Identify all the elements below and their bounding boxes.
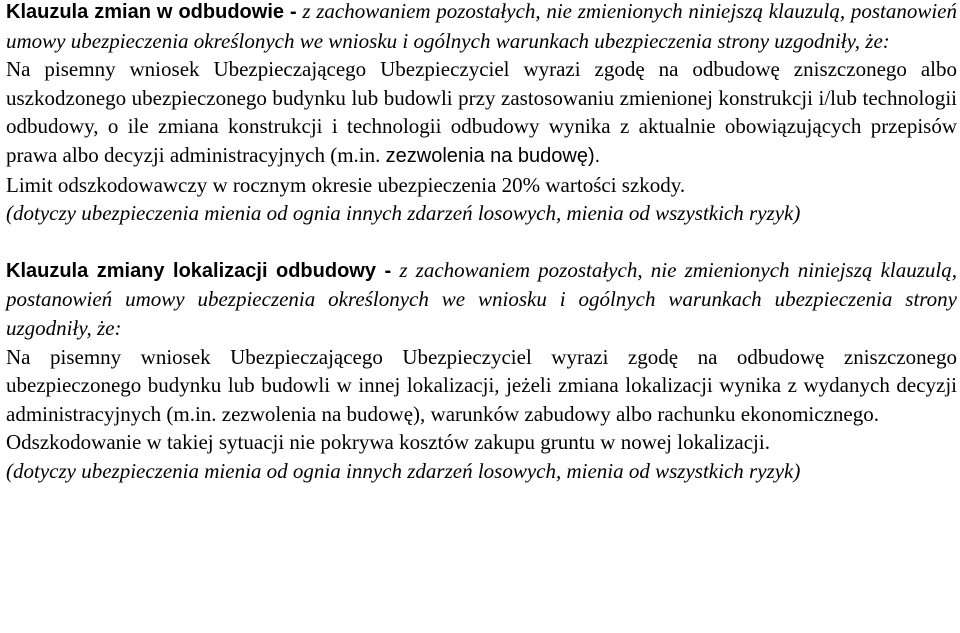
clause2-title: Klauzula zmiany lokalizacji odbudowy - [6, 259, 392, 282]
clause2-body: Na pisemny wniosek Ubezpieczającego Ubezpieczyciel wyrazi zgodę na odbudowę zniszczonego ubezpieczonego budynku lub budowli w innej lokalizacji, jeżeli zmiana lokalizacji wynika z wydanych decyzji administracyjnych (m.in. zezwolenia na budowę), warunków zabudowy albo rachunku ekonomicznego. [6, 344, 957, 426]
clause1-body-text: Na pisemny wniosek Ubezpieczającego Ubezpieczyciel wyrazi zgodę na odbudowę zniszczonego albo uszkodzonego ubezpieczonego budynku lub budowli przy zastosowaniu zmienionej konstrukcji i/lub technologii odbudowy, o ile zmiana konstrukcji i technologii odbudowy wynika z aktualnie obowiązujących przepisów prawa albo decyzji administracyjnych (m.in. [6, 57, 957, 167]
clause1-scope: (dotyczy ubezpieczenia mienia od ognia innych zdarzeń losowych, mienia od wszystkich ryzyk) [6, 201, 801, 226]
clause1-body [6, 55, 957, 170]
clause1-intro: z zachowaniem pozostałych, nie zmienionych niniejszą klauzulą, postanowień umowy ubezpieczenia określonych we wniosku i ogólnych warunkach ubezpieczenia strony uzgodniły, że: [6, 0, 957, 53]
clause2-intro: z zachowaniem pozostałych, nie zmienionych niniejszą klauzulą, postanowień umowy ubezpieczenia określonych we wniosku i ogólnych warunkach ubezpieczenia strony uzgodniły, że: [6, 257, 957, 340]
clause1-heading-paragraph [6, 0, 957, 55]
clause1-limit: Limit odszkodowawczy w rocznym okresie ubezpieczenia 20% wartości szkody. [6, 172, 686, 197]
clause2-heading-paragraph [6, 256, 957, 343]
clause2-exclusion: Odszkodowanie w takiej sytuacji nie pokrywa kosztów zakupu gruntu w nowej lokalizacji. [6, 430, 770, 455]
clause1-title: Klauzula zmian w odbudowie - [6, 1, 297, 23]
clause2-scope: (dotyczy ubezpieczenia mienia od ognia innych zdarzeń losowych, mienia od wszystkich ryzyk) [6, 458, 801, 483]
clause1-body-tail: zezwolenia na budowę). [385, 144, 601, 167]
section-spacer [6, 228, 957, 256]
